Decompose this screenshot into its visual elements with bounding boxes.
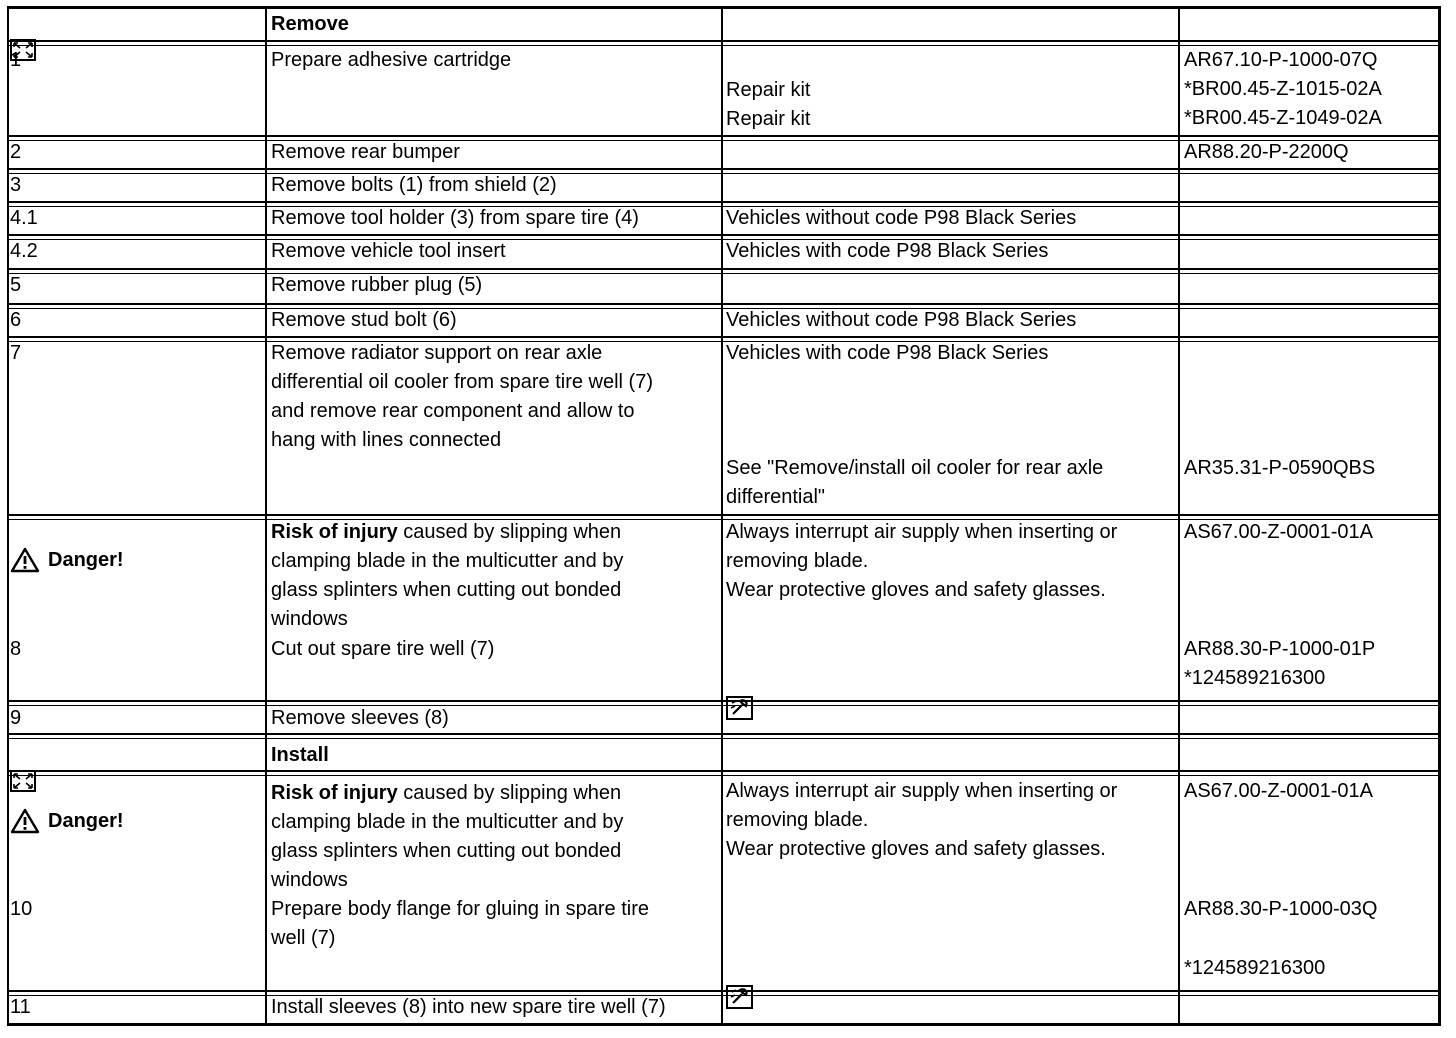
- step-note: Vehicles without code P98 Black Series: [726, 207, 1077, 229]
- section-title-install: Install: [271, 744, 329, 766]
- step-reference[interactable]: AR35.31-P-0590QBS: [1184, 457, 1376, 479]
- special-tool-icon[interactable]: [726, 956, 1176, 1038]
- risk-heading: Risk of injury: [271, 782, 398, 804]
- step-number: 8: [10, 638, 22, 660]
- step-action: Install sleeves (8) into new spare tire well (7): [271, 996, 666, 1018]
- warning-triangle-icon: [10, 518, 40, 602]
- step-reference[interactable]: AR88.30-P-1000-01P *124589216300: [1184, 638, 1376, 689]
- danger-text: Danger!: [48, 548, 124, 571]
- step-number: 4.2: [10, 240, 38, 262]
- step-reference[interactable]: AR88.20-P-2200Q: [1184, 141, 1349, 163]
- step-note: Repair kit Repair kit: [726, 79, 811, 130]
- risk-detail: caused by slipping when clamping blade in the multicutter and by glass splinters when cutting out bonded windows: [271, 521, 624, 630]
- step-number: 2: [10, 141, 22, 163]
- step-note: Vehicles with code P98 Black Series: [726, 240, 1049, 262]
- procedure-table: [7, 6, 1441, 1026]
- step-action: Remove sleeves (8): [271, 707, 449, 729]
- danger-description: [271, 779, 711, 895]
- special-tool-icon[interactable]: [726, 667, 1176, 749]
- step-action: Prepare body flange for gluing in spare tire well (7): [271, 898, 650, 949]
- step-note: Vehicles with code P98 Black Series: [726, 342, 1049, 364]
- step-reference[interactable]: AR67.10-P-1000-07Q *BR00.45-Z-1015-02A *BR00.45-Z-1049-02A: [1184, 49, 1382, 129]
- danger-note: Always interrupt air supply when inserting or removing blade. Wear protective gloves and safety glasses.: [726, 521, 1118, 601]
- step-number: 10: [10, 898, 33, 920]
- step-action: Remove vehicle tool insert: [271, 240, 506, 262]
- step-action: Remove tool holder (3) from spare tire (4): [271, 207, 639, 229]
- section-title-remove: Remove: [271, 13, 349, 35]
- step-number: 9: [10, 707, 22, 729]
- risk-heading: Risk of injury: [271, 521, 398, 543]
- risk-detail: caused by slipping when clamping blade in the multicutter and by glass splinters when cutting out bonded windows: [271, 782, 624, 891]
- danger-description: [271, 518, 711, 634]
- danger-label: [10, 779, 124, 863]
- step-note: Vehicles without code P98 Black Series: [726, 309, 1077, 331]
- step-number: 6: [10, 309, 22, 331]
- danger-reference[interactable]: AS67.00-Z-0001-01A: [1184, 521, 1374, 543]
- step-number: 7: [10, 342, 22, 364]
- step-action: Remove bolts (1) from shield (2): [271, 174, 557, 196]
- step-note-link[interactable]: See "Remove/install oil cooler for rear axle differential": [726, 457, 1104, 508]
- step-number: 3: [10, 174, 22, 196]
- step-action: Remove stud bolt (6): [271, 309, 457, 331]
- danger-text: Danger!: [48, 809, 124, 832]
- step-number: 11: [10, 996, 31, 1018]
- step-reference[interactable]: AR88.30-P-1000-03Q: [1184, 898, 1378, 920]
- danger-reference[interactable]: AS67.00-Z-0001-01A: [1184, 780, 1374, 802]
- step-action: Remove rear bumper: [271, 141, 460, 163]
- step-action: Prepare adhesive cartridge: [271, 49, 512, 71]
- step-number: 5: [10, 274, 22, 296]
- step-reference[interactable]: *124589216300: [1184, 957, 1326, 979]
- step-action: Remove rubber plug (5): [271, 274, 483, 296]
- step-action: Cut out spare tire well (7): [271, 638, 495, 660]
- step-number: 1: [10, 49, 22, 71]
- step-action: Remove radiator support on rear axle differential oil cooler from spare tire well (7) and remove rear component and allow to hang with lines connected: [271, 342, 654, 451]
- warning-triangle-icon: [10, 779, 40, 863]
- danger-label: [10, 518, 124, 602]
- step-number: 4.1: [10, 207, 38, 229]
- danger-note: Always interrupt air supply when inserting or removing blade. Wear protective gloves and safety glasses.: [726, 780, 1118, 860]
